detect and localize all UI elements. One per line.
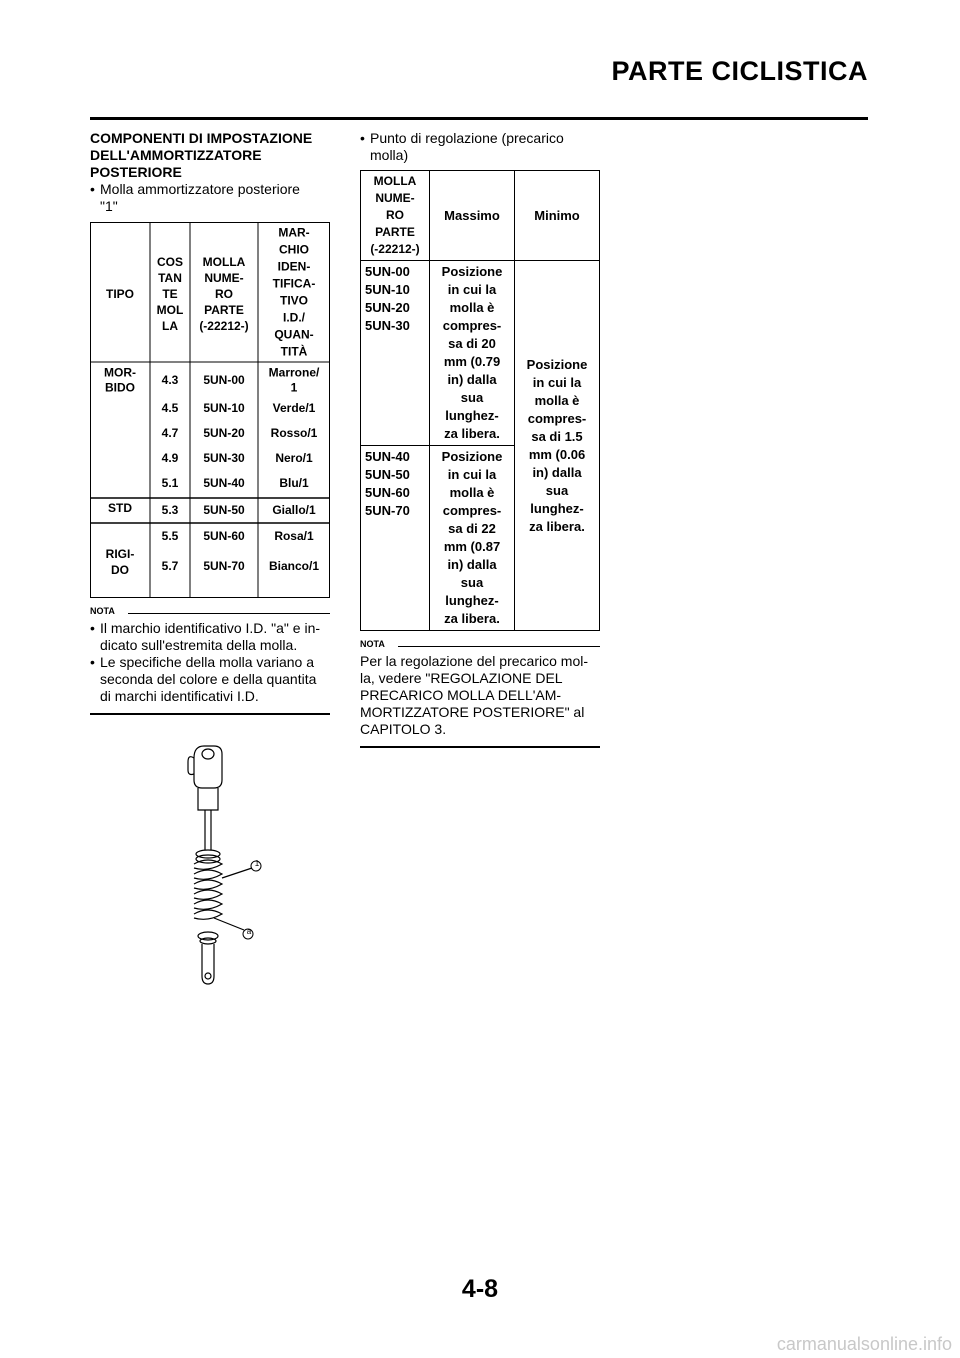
- nota-end-rule: [360, 746, 600, 748]
- th-costante: LA: [162, 319, 178, 333]
- spring-spec-table: [90, 222, 330, 598]
- cell-mark: Verde/1: [272, 401, 316, 415]
- th-molla: RO: [215, 287, 233, 301]
- nota-line: dicato sull'estremita della molla.: [100, 637, 298, 653]
- nota-line: • Le specifiche della molla variano a: [100, 654, 315, 670]
- cell-line: lunghez-: [530, 500, 584, 516]
- cell-line: sua: [545, 482, 569, 498]
- th-marchio: TITÀ: [280, 344, 308, 359]
- th-costante: TE: [162, 287, 178, 301]
- th-line: NUME-: [375, 191, 415, 205]
- nota-line: la, vedere "REGOLAZIONE DEL: [360, 670, 563, 686]
- cell-line: Posizione: [441, 449, 503, 464]
- th-costante: TAN: [158, 271, 182, 285]
- cell-line: in cui la: [532, 374, 582, 390]
- cell-tipo: RIGI-: [105, 547, 135, 561]
- bullet-line: • Molla ammortizzatore posteriore: [100, 181, 300, 197]
- cell-line: in) dalla: [447, 557, 497, 572]
- part-number: 5UN-40: [365, 449, 410, 464]
- bullet-adjust-point: [360, 130, 600, 164]
- cell-line: mm (0.87: [443, 539, 501, 554]
- cell-line: in) dalla: [447, 372, 497, 387]
- cell-constant: 5.1: [161, 476, 179, 490]
- th-molla: PARTE: [204, 303, 244, 317]
- th-molla: NUME-: [204, 271, 244, 285]
- rear-shock-illustration: [180, 740, 290, 990]
- part-number: 5UN-60: [365, 485, 410, 500]
- cell-line: za libera.: [444, 611, 500, 626]
- section-title-line: POSTERIORE: [90, 164, 182, 180]
- bullet-line: "1": [100, 198, 118, 214]
- nota-header: [360, 639, 600, 653]
- part-number: 5UN-70: [365, 503, 410, 518]
- cell-line: lunghez-: [445, 408, 499, 423]
- nota-rule: [128, 613, 330, 614]
- cell-line: mm (0.06: [528, 446, 586, 462]
- section-title: [90, 130, 330, 181]
- minimo-cell: [515, 261, 600, 631]
- cell-line: Posizione: [526, 356, 588, 372]
- cell-line: sua: [460, 575, 484, 590]
- nota-line: seconda del colore e della quantita: [100, 671, 317, 687]
- cell-part-number: 5UN-60: [203, 529, 245, 543]
- cell-line: in cui la: [447, 282, 497, 297]
- th-marchio: QUAN-: [274, 327, 314, 342]
- th-marchio: IDEN-: [277, 259, 311, 274]
- th-marchio: TIFICA-: [272, 276, 316, 291]
- watermark: carmanualsonline.info: [776, 1334, 952, 1354]
- bullet-spring: [90, 181, 330, 215]
- th-line: PARTE: [375, 225, 415, 239]
- group1-parts: [361, 261, 430, 446]
- callout-a-label: a: [246, 927, 252, 936]
- nota-line: CAPITOLO 3.: [360, 721, 447, 737]
- cell-constant: 4.5: [161, 401, 179, 415]
- part-number: 5UN-30: [365, 318, 410, 333]
- cell-constant: 5.3: [161, 503, 179, 517]
- nota-text: [360, 653, 600, 738]
- th-tipo: TIPO: [105, 287, 135, 301]
- cell-line: sa di 22: [448, 521, 496, 536]
- cell-line: compres-: [442, 318, 502, 333]
- section-title-line: DELL'AMMORTIZZATORE: [90, 147, 262, 163]
- callout-1-label: 1: [254, 859, 260, 868]
- cell-line: mm (0.79: [443, 354, 501, 369]
- nota-end-rule: [90, 713, 330, 715]
- th-costante: MOL: [156, 303, 184, 317]
- cell-part-number: 5UN-50: [203, 503, 245, 517]
- th-line: (-22212-): [370, 242, 420, 256]
- cell-part-number: 5UN-70: [203, 559, 245, 573]
- nota-label: NOTA: [90, 606, 115, 616]
- cell-line: za libera.: [529, 518, 585, 534]
- group2-parts: [361, 446, 430, 631]
- nota-bullet: [90, 654, 330, 705]
- group1-max: [430, 261, 515, 446]
- cell-part-number: 5UN-20: [203, 426, 245, 440]
- th-line: MOLLA: [373, 174, 417, 188]
- cell-part-number: 5UN-40: [203, 476, 245, 490]
- th-marchio: TIVO: [279, 293, 309, 308]
- nota-line: di marchi identificativi I.D.: [100, 688, 259, 704]
- cell-line: lunghez-: [445, 593, 499, 608]
- cell-line: sua: [460, 390, 484, 405]
- cell-mark: Rosso/1: [270, 426, 318, 440]
- th-molla: MOLLA: [202, 255, 246, 269]
- part-number: 5UN-10: [365, 282, 410, 297]
- nota-header: [90, 606, 330, 620]
- cell-line: in cui la: [447, 467, 497, 482]
- cell-tipo: DO: [111, 563, 129, 577]
- th-marchio: I.D./: [282, 310, 306, 325]
- th-molla: [361, 171, 430, 261]
- cell-line: sa di 20: [448, 336, 496, 351]
- cell-line: molla è: [449, 485, 495, 500]
- cell-tipo: BIDO: [105, 380, 135, 395]
- cell-tipo: STD: [108, 501, 132, 515]
- nota-rule: [398, 646, 600, 647]
- cell-mark: Nero/1: [275, 451, 313, 465]
- header-rule: [90, 117, 868, 120]
- bullet-line: • Punto di regolazione (precarico: [370, 130, 564, 146]
- cell-line: molla è: [449, 300, 495, 315]
- th-costante: COS: [156, 255, 184, 269]
- page-header-title: PARTE CICLISTICA: [611, 56, 868, 86]
- cell-constant: 4.3: [161, 373, 179, 387]
- cell-line: za libera.: [444, 426, 500, 441]
- cell-line: sa di 1.5: [531, 428, 583, 444]
- page-number: 4-8: [461, 1275, 499, 1303]
- bullet-line: molla): [370, 147, 409, 163]
- cell-mark: Giallo/1: [272, 503, 316, 517]
- th-molla: (-22212-): [199, 319, 249, 333]
- part-number: 5UN-00: [365, 264, 410, 279]
- nota-line: PRECARICO MOLLA DELL'AM-: [360, 687, 562, 703]
- cell-mark: Bianco/1: [268, 559, 320, 573]
- cell-mark: Rosa/1: [274, 529, 314, 543]
- cell-mark: 1: [290, 380, 298, 395]
- cell-line: compres-: [527, 410, 587, 426]
- cell-line: in) dalla: [532, 464, 582, 480]
- cell-constant: 5.7: [161, 559, 179, 573]
- cell-constant: 5.5: [161, 529, 179, 543]
- part-number: 5UN-20: [365, 300, 410, 315]
- part-number: 5UN-50: [365, 467, 410, 482]
- th-minimo: Minimo: [515, 171, 600, 261]
- th-marchio: CHIO: [279, 242, 309, 257]
- cell-constant: 4.7: [161, 426, 179, 440]
- th-line: RO: [386, 208, 404, 222]
- left-column: [90, 130, 330, 715]
- cell-mark: Marrone/: [268, 365, 320, 380]
- nota-label: NOTA: [360, 639, 385, 649]
- preload-table: [360, 170, 600, 631]
- nota-line: • Il marchio identificativo I.D. "a" e in-: [100, 620, 321, 636]
- cell-part-number: 5UN-30: [203, 451, 245, 465]
- nota-line: Per la regolazione del precarico mol-: [360, 653, 588, 669]
- cell-part-number: 5UN-10: [203, 401, 245, 415]
- cell-tipo: MOR-: [104, 365, 136, 380]
- cell-line: Posizione: [441, 264, 503, 279]
- th-massimo: Massimo: [430, 171, 515, 261]
- cell-part-number: 5UN-00: [203, 373, 245, 387]
- th-marchio: MAR-: [278, 225, 310, 240]
- cell-constant: 4.9: [161, 451, 179, 465]
- middle-column: [360, 130, 600, 748]
- cell-line: molla è: [534, 392, 580, 408]
- cell-mark: Blu/1: [279, 476, 309, 490]
- nota-bullet: [90, 620, 330, 654]
- section-title-line: COMPONENTI DI IMPOSTAZIONE: [90, 130, 313, 146]
- cell-line: compres-: [442, 503, 502, 518]
- nota-line: MORTIZZATORE POSTERIORE" al: [360, 704, 585, 720]
- group2-max: [430, 446, 515, 631]
